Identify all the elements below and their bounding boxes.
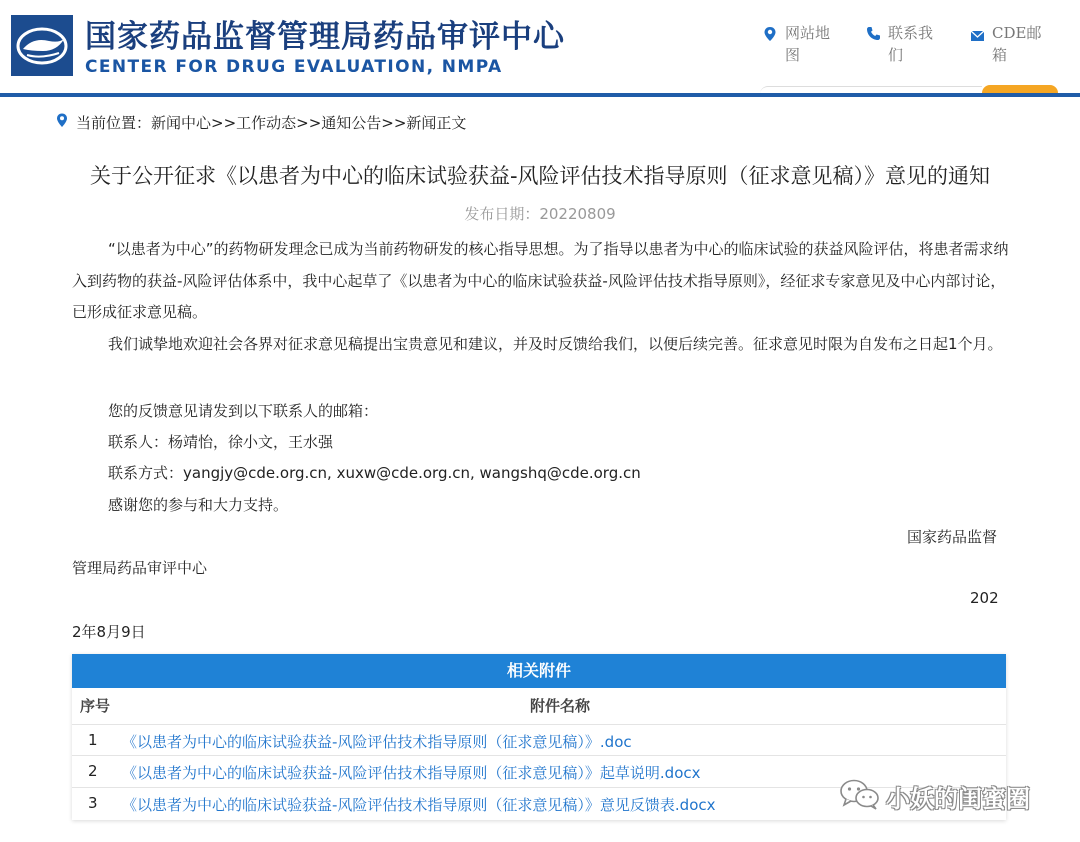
phone-icon	[866, 26, 881, 41]
contact-persons: 联系人：杨靖怡，徐小文，王水强	[108, 433, 334, 451]
attachment-link[interactable]: 《以患者为中心的临床试验获益-风险评估技术指导原则（征求意见稿）》.doc	[122, 733, 632, 751]
mail-icon	[970, 29, 985, 42]
attachment-link[interactable]: 《以患者为中心的临床试验获益-风险评估技术指导原则（征求意见稿）》意见反馈表.docx	[122, 796, 716, 814]
site-title-en: CENTER FOR DRUG EVALUATION, NMPA	[85, 57, 503, 77]
location-pin-icon	[56, 113, 68, 128]
contact-link[interactable]	[866, 22, 943, 66]
signature-line-2: 管理局药品审评中心	[72, 559, 208, 577]
wechat-icon	[838, 777, 882, 811]
column-header-name: 附件名称	[530, 697, 591, 715]
location-pin-icon	[763, 26, 777, 42]
cde-logo[interactable]	[11, 15, 73, 76]
breadcrumb	[56, 112, 466, 133]
attachment-link[interactable]: 《以患者为中心的临床试验获益-风险评估技术指导原则（征求意见稿）》起草说明.docx	[122, 764, 701, 782]
sitemap-link-label: 网站地图	[785, 24, 831, 64]
article-paragraph-2: 我们诚挚地欢迎社会各界对征求意见稿提出宝贵意见和建议，并及时反馈给我们，以便后续完善。征求意见时限为自发布之日起1个月。	[108, 335, 1003, 353]
sitemap-link[interactable]	[763, 22, 840, 66]
sign-date-line-1: 202	[970, 589, 999, 607]
publish-date: 发布日期：20220809	[464, 205, 616, 223]
site-title-cn: 国家药品监督管理局药品审评中心	[85, 19, 565, 55]
row-number: 3	[88, 794, 98, 812]
header-divider	[0, 93, 1080, 97]
contact-link-label: 联系我们	[888, 24, 934, 64]
table-row	[72, 724, 1006, 755]
article-paragraph-1: “以患者为中心”的药物研发理念已成为当前药物研发的核心指导思想。为了指导以患者为中心的临床试验的获益风险评估，将患者需求纳入到药物的获益-风险评估体系中，我中心起草了《以患者为中心的临床试验获益-风险评估技术指导原则》，经征求专家意见及中心内部讨论，已形成征求意见稿。	[72, 240, 1009, 321]
watermark	[838, 777, 1030, 813]
cde-mail-link-label: CDE邮箱	[992, 24, 1042, 64]
watermark-text: 小妖的闺蜜圈	[886, 785, 1030, 813]
signature-line-1: 国家药品监督	[907, 528, 998, 546]
logo-emblem-icon	[11, 15, 73, 76]
column-header-number: 序号	[80, 697, 111, 715]
row-number: 1	[88, 731, 98, 749]
contact-emails: 联系方式：yangjy@cde.org.cn, xuxw@cde.org.cn, wangshq@cde.org.cn	[108, 464, 641, 482]
breadcrumb-prefix: 当前位置：	[76, 114, 152, 132]
breadcrumb-path[interactable]: 新闻中心>>工作动态>>通知公告>>新闻正文	[151, 114, 467, 132]
sign-date-line-2: 2年8月9日	[72, 623, 146, 641]
cde-mail-link[interactable]	[970, 22, 1047, 66]
site-header	[0, 0, 1080, 94]
article-paragraph-3: 您的反馈意见请发到以下联系人的邮箱：	[108, 402, 379, 420]
article-title: 关于公开征求《以患者为中心的临床试验获益-风险评估技术指导原则（征求意见稿）》意见的通知	[89, 164, 991, 188]
thanks-line: 感谢您的参与和大力支持。	[108, 496, 289, 514]
row-number: 2	[88, 762, 98, 780]
attachments-heading: 相关附件	[72, 654, 1006, 688]
